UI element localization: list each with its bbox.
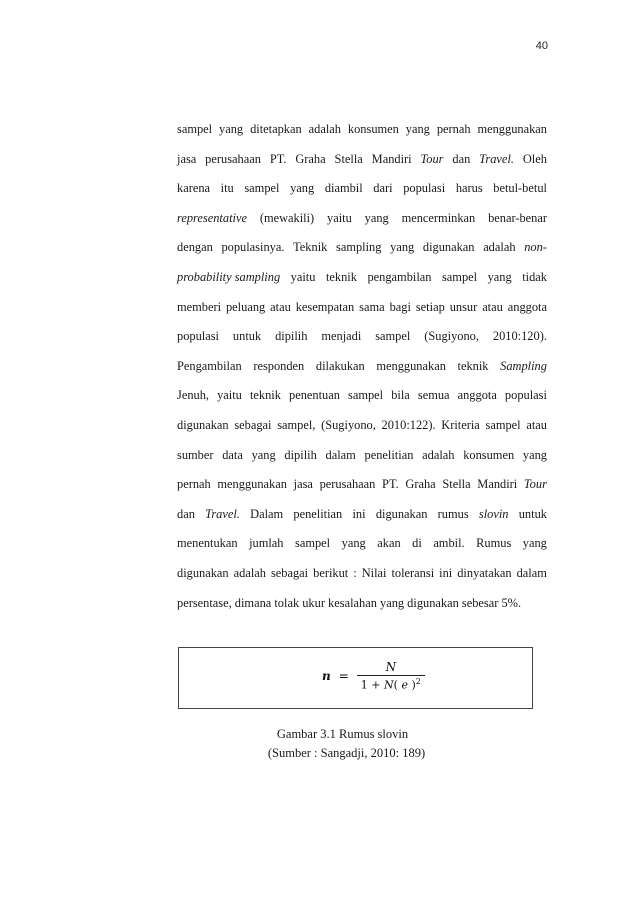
word: bila: [391, 388, 410, 403]
figure-caption: Gambar 3.1 Rumus slovin: [276, 727, 409, 741]
word: sama: [359, 299, 385, 314]
word: digunakan: [177, 565, 229, 580]
word: Graha: [295, 151, 326, 166]
word: yang: [251, 447, 276, 462]
word: responden: [253, 358, 305, 373]
word: itu: [220, 181, 234, 196]
word: perusahaan: [205, 151, 261, 166]
den-n: N: [384, 678, 394, 692]
word: konsumen: [463, 447, 515, 462]
word: harus: [455, 181, 483, 196]
word: populasi: [504, 388, 547, 403]
word: Nilai: [361, 565, 387, 580]
text-line: [177, 297, 547, 327]
word: digunakan: [375, 506, 428, 521]
word: kesempatan: [295, 299, 355, 314]
formula-box: [178, 647, 533, 709]
text-line: [177, 593, 547, 623]
word: untuk: [518, 506, 547, 521]
italic-word: Tour: [420, 151, 444, 166]
word: persentase, dimana tolak ukur kesalahan yang digunakan sebesar 5%.: [177, 595, 522, 610]
text-line: [177, 326, 547, 356]
italic-word: Sampling: [500, 358, 547, 373]
word: sampel: [177, 122, 213, 136]
word: adalah: [233, 565, 266, 580]
word: adalah: [308, 122, 341, 136]
word: populasi: [177, 329, 219, 344]
text-line: [177, 208, 547, 238]
word: konsumen: [347, 122, 399, 136]
italic-word: probability sampling: [177, 269, 281, 284]
text-line: [177, 415, 547, 445]
word: pengambilan: [367, 269, 432, 284]
word: perusahaan: [319, 477, 376, 492]
text-line: [177, 445, 547, 475]
word: di: [412, 536, 422, 551]
word: dan: [177, 506, 195, 521]
word: yang: [405, 122, 430, 136]
word: adalah: [483, 240, 516, 255]
word: yang: [290, 181, 315, 196]
word: yang: [522, 536, 547, 551]
word: Kriteria: [441, 417, 480, 432]
word: sampel: [441, 269, 478, 284]
den-e: e: [401, 678, 408, 692]
page-number: 40: [535, 40, 548, 52]
word: sampel: [348, 388, 384, 403]
word: atau: [482, 299, 503, 314]
word: akan: [377, 536, 401, 551]
word: sebagai: [270, 565, 309, 580]
den-plus: +: [371, 678, 381, 692]
den-exponent: 2: [415, 677, 421, 686]
word: penentuan: [289, 388, 340, 403]
word: menggunakan: [477, 122, 547, 136]
word: sampel: [375, 329, 411, 344]
word: yang: [219, 122, 244, 136]
italic-word: non-: [524, 240, 547, 255]
word: Graha: [405, 477, 436, 492]
text-line: [177, 474, 547, 504]
word: Dalam: [250, 506, 284, 521]
word: yang: [364, 210, 389, 225]
text-line: [177, 356, 547, 386]
word: toleransi: [391, 565, 435, 580]
word: menggunakan: [217, 477, 287, 492]
word: dalam: [325, 447, 356, 462]
word: anggota: [507, 299, 547, 314]
text-line: [177, 504, 547, 534]
den-one: 1: [360, 678, 368, 692]
text-line: [177, 267, 547, 297]
word: Rumus: [476, 536, 512, 551]
word: yang: [390, 240, 415, 255]
word: memberi: [177, 299, 222, 314]
word: jumlah: [249, 536, 284, 551]
den-open: (: [393, 678, 398, 692]
word: dinyatakan: [457, 565, 512, 580]
word: sampel: [485, 417, 521, 432]
word: PT.: [269, 151, 287, 166]
word: populasi: [403, 181, 446, 196]
word: sampel: [244, 181, 280, 196]
word: semua: [417, 388, 450, 403]
word: jasa: [177, 151, 197, 166]
word: 2010:120).: [492, 329, 547, 344]
word: dilakukan: [315, 358, 365, 373]
word: digunakan: [177, 417, 229, 432]
formula-numerator: N: [385, 660, 397, 674]
word: Oleh: [522, 151, 547, 166]
word: Mandiri: [371, 151, 412, 166]
word: atau: [270, 299, 291, 314]
italic-word: Travel.: [205, 506, 240, 521]
word: Pengambilan: [177, 358, 242, 373]
word: karena: [177, 181, 211, 196]
word: teknik: [325, 269, 357, 284]
word: anggota: [457, 388, 497, 403]
word: tidak: [522, 269, 547, 284]
word: berikut: [313, 565, 349, 580]
word: dipilih: [275, 329, 308, 344]
word: unsur: [449, 299, 478, 314]
word: yaitu: [327, 210, 352, 225]
word: betul-betul: [493, 181, 547, 196]
word: Stella: [442, 477, 471, 492]
text-line: [177, 178, 547, 208]
word: peluang: [225, 299, 266, 314]
word: benar-benar: [488, 210, 547, 225]
word: dan: [452, 151, 471, 166]
word: Teknik: [293, 240, 328, 255]
word: menentukan: [177, 536, 238, 551]
word: menggunakan: [376, 358, 446, 373]
text-line: [177, 237, 547, 267]
word: :: [353, 565, 357, 580]
word: teknik: [457, 358, 489, 373]
formula-equals: =: [338, 668, 349, 683]
word: yang: [487, 269, 512, 284]
word: digunakan: [422, 240, 475, 255]
word: pernah: [436, 122, 471, 136]
body-paragraph: [177, 119, 547, 622]
word: diambil: [324, 181, 363, 196]
word: pernah: [177, 477, 211, 492]
text-line: [177, 119, 547, 149]
word: yang: [522, 447, 547, 462]
word: setiap: [415, 299, 445, 314]
italic-word: representative: [177, 210, 247, 225]
text-line: [177, 533, 547, 563]
italic-word: Travel.: [479, 151, 514, 166]
word: sumber: [177, 447, 214, 462]
word: populasinya.: [221, 240, 285, 255]
word: ditetapkan: [250, 122, 302, 136]
word: untuk: [232, 329, 262, 344]
word: 2010:122).: [381, 417, 436, 432]
word: yaitu: [290, 269, 316, 284]
word: jasa: [293, 477, 313, 492]
word: dari: [373, 181, 393, 196]
text-line: [177, 149, 547, 179]
word: mencerminkan: [401, 210, 476, 225]
text-line: [177, 385, 547, 415]
word: sampling: [336, 240, 382, 255]
word: teknik: [249, 388, 281, 403]
word: sampel,: [277, 417, 316, 432]
word: sebagai: [234, 417, 272, 432]
slovin-formula: [322, 660, 425, 692]
formula-denominator: [357, 675, 425, 692]
text-line: [177, 563, 547, 593]
word: dalam: [516, 565, 547, 580]
word: Stella: [334, 151, 363, 166]
word: ambil.: [433, 536, 465, 551]
word: yaitu: [217, 388, 242, 403]
italic-word: slovin: [478, 506, 509, 521]
word: (mewakili): [259, 210, 315, 225]
word: rumus: [437, 506, 469, 521]
formula-lhs: n: [322, 668, 331, 683]
word: sampel: [295, 536, 331, 551]
word: ini: [352, 506, 366, 521]
word: (Sugiyono,: [321, 417, 376, 432]
word: Jenuh,: [177, 388, 210, 403]
italic-word: Tour: [523, 477, 547, 492]
word: dengan: [177, 240, 213, 255]
word: yang: [341, 536, 366, 551]
word: PT.: [382, 477, 399, 492]
word: ini: [439, 565, 453, 580]
word: Mandiri: [477, 477, 518, 492]
word: menjadi: [321, 329, 362, 344]
word: (Sugiyono,: [424, 329, 479, 344]
word: bagi: [389, 299, 411, 314]
word: data: [222, 447, 243, 462]
word: atau: [526, 417, 547, 432]
word: penelitian: [293, 506, 343, 521]
word: penelitian: [364, 447, 414, 462]
word: dipilih: [284, 447, 317, 462]
den-close: ): [411, 678, 416, 692]
figure-source: (Sumber : Sangadji, 2010: 189): [267, 746, 426, 760]
word: adalah: [422, 447, 455, 462]
formula-fraction: [357, 660, 425, 692]
